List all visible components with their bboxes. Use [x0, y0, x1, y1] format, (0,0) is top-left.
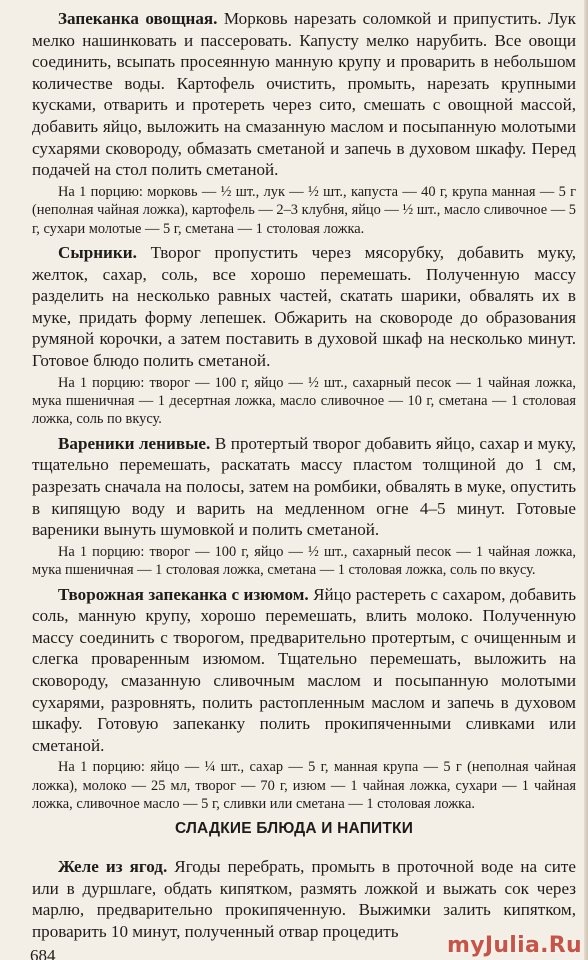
recipe-body [32, 433, 576, 541]
recipe-column [32, 8, 576, 818]
recipe-body [32, 856, 576, 942]
recipe-portion: На 1 порцию: яйцо — ¼ шт., сахар — 5 г, манная крупа — 5 г (неполная чайная ложка), молоко — 25 мл, творог — 70 г, изюм — 1 чайная ложка, сухари — 1 чайная ложка, сливочное масло — 5 г, сливки или сметана — 1 столовая ложка. [32, 759, 576, 813]
recipe-portion: На 1 порцию: творог — 100 г, яйцо — ½ шт., сахарный песок — 1 чайная ложка, мука пшеничная — 1 столовая ложка, сметана — 1 столовая ложка, соль по вкусу. [32, 543, 576, 579]
recipe-portion: На 1 порцию: морковь — ½ шт., лук — ½ шт., капуста — 40 г, крупа манная — 5 г (неполная чайная ложка), картофель — 2–3 клубня, яйцо — ½ шт., масло сливочное — 5 г, сухари молотые — 5 г, сметана — 1 столовая ложка. [32, 183, 576, 237]
page-edge [584, 0, 588, 960]
recipe-text: Творог пропустить через мясорубку, добавить муку, желток, сахар, соль, все хорошо перемешать. Полученную массу разделить на несколько равных частей, скатать шарики, обвалять их в муке, придать форму лепешек. Обжарить на сковороде до образования румяной корочки, а затем поставить в духовой шкаф на несколько минут. Готовое блюдо полить сметаной. [32, 242, 576, 370]
recipe-title: Творожная запеканка с изюмом. [58, 584, 309, 604]
recipe-title: Сырники. [58, 242, 137, 262]
recipe-text: Морковь нарезать соломкой и припустить. Лук мелко нашинковать и пассеровать. Капусту мелко нарубить. Все овощи соединить, всыпать просеянную манную крупу и проварить в небольшом количестве воды. Картофель очистить, промыть, нарезать крупными кусками, отварить и протереть через сито, смешать с овощной массой, добавить яйцо, выложить на смазанную маслом и посыпанную молотыми сухарями сковороду, обмазать сметаной и запечь в духовом шкафу. Перед подачей на стол полить сметаной. [32, 9, 576, 180]
recipe-body [32, 8, 576, 181]
recipe-body [32, 242, 576, 372]
recipe-title: Запеканка овощная. [58, 9, 218, 28]
recipe-text: Ягоды перебрать, промыть в проточной воде на сите или в дуршлаге, обдать кипятком, размять ложкой и выжать сок через марлю, предварительно прокипяченную. Выжимки залить кипятком, проварить 10 минут, полученный отвар процедить [32, 857, 576, 941]
recipe-text: Яйцо растереть с сахаром, добавить соль, манную крупу, хорошо перемешать, влить молоко. Полученную массу соединить с творогом, предварительно протертым, с очищенным и слегка проваренным изюмом. Тщательно перемешать, выложить на сковороду, смазанную сливочным маслом и посыпанную молотыми сухарями, разровнять, полить растопленным маслом и запечь в духовом шкафу. Готовую запеканку полить прокипяченными сливками или сметаной. [32, 584, 576, 755]
page-number: 684 [30, 946, 56, 960]
section-heading: СЛАДКИЕ БЛЮДА И НАПИТКИ [174, 820, 414, 837]
recipe-lazy-vareniki [32, 433, 576, 580]
recipe-title: Вареники ленивые. [58, 433, 211, 453]
watermark-logo: myJulia.Ru [447, 933, 582, 958]
recipe-title: Желе из ягод. [58, 857, 168, 876]
recipe-syrniki [32, 242, 576, 429]
recipe-curd-casserole-raisins [32, 584, 576, 814]
recipe-portion: На 1 порцию: творог — 100 г, яйцо — ½ шт., сахарный песок — 1 чайная ложка, мука пшеничная — 1 десертная ложка, масло сливочное — 10 г, сметана — 1 столовая ложка, соль по вкусу. [32, 374, 576, 428]
recipe-vegetable-casserole [32, 8, 576, 238]
recipe-berry-jelly [32, 856, 576, 942]
recipe-text: В протертый творог добавить яйцо, сахар и муку, тщательно перемешать, раскатать массу пластом толщиной до 1 см, разрезать сначала на полосы, затем на ромбики, обвалять в муке, опустить в кипящую воду и варить на медленном огне 4–5 минут. Готовые вареники вынуть шумовкой и полить сметаной. [32, 433, 576, 540]
recipe-body [32, 584, 576, 757]
